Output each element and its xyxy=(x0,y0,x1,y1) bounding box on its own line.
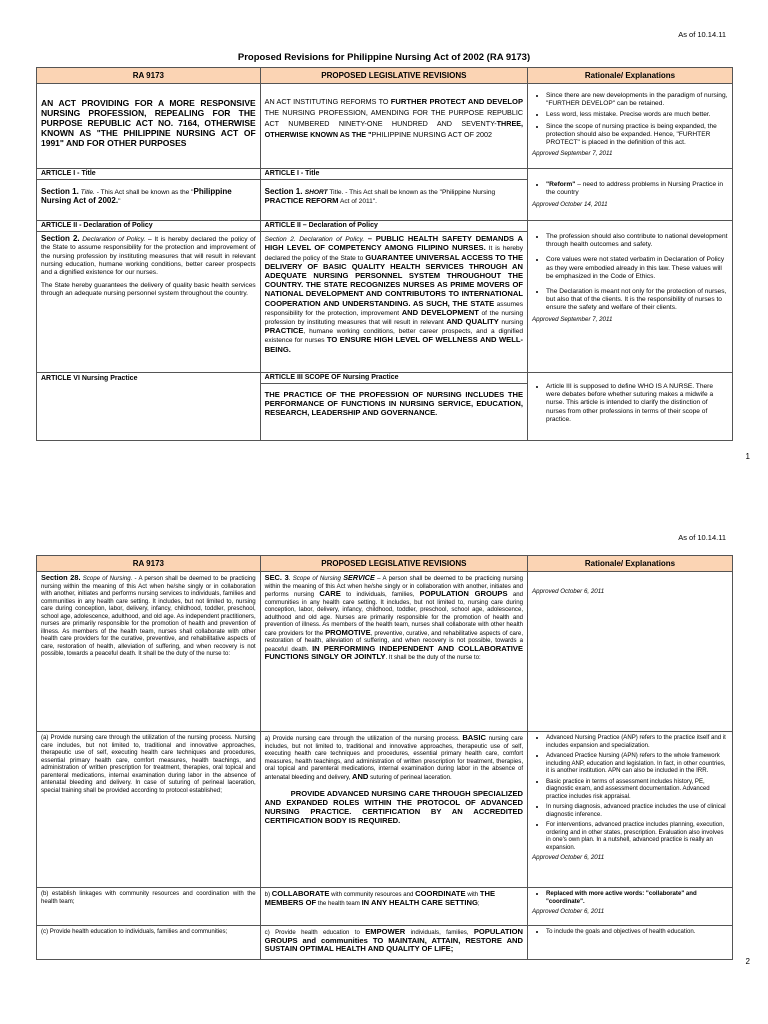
item-c-text xyxy=(265,928,523,954)
list-item: • The profession should also contribute to national development through health outcomes and safety. xyxy=(546,233,728,249)
text-run-bold: GUARANTEE UNIVERSAL ACCESS TO THE DELIVERY OF BASIC QUALITY HEALTH SERVICES THROUGH AN ADEQUATE NURSING PERSONNEL SYSTEM THROUGHOUT THE COUNTRY. THE STATE RECOGNIZES NURSES AS PRIME MOVERS OF NATIONAL DEVELOPMENT AND CONTRIBUTORS TO INTERNATIONAL COOPERATION AND UNDERSTANDING. AS SUCH, THE STATE xyxy=(264,252,524,308)
section-text xyxy=(265,235,523,355)
list-item: • The Declaration is meant not only for the protection of nurses, but also that of the clients. It is the responsibility of nurses to ensure the safety and welfare of their clients. xyxy=(546,288,728,313)
text-run: - This Act shall be known as the " xyxy=(96,189,194,197)
approval-date: Approved September 7, 2011 xyxy=(532,315,613,323)
text-run: , preventive, curative, and rehabilitative aspects of care, restoration of health, alleviation of suffering, and when recovery is not possible, towards a peaceful death. xyxy=(264,629,524,653)
text-run: Title. - This Act shall be known as the "Philippine Nursing xyxy=(327,189,496,197)
article-heading: ARTICLE III SCOPE OF Nursing Practice xyxy=(261,373,527,384)
rationale-cell xyxy=(528,221,733,373)
section-text xyxy=(265,574,523,662)
table-row xyxy=(37,888,733,926)
act-title-text: AN ACT PROVIDING FOR A MORE RESPONSIVE NURSING PROFESSION, REPEALING FOR THE PURPOSE REPUBLIC ACT NO. 7164, OTHERWISE KNOWN AS "THE PHILIPPINE NURSING ACT OF 1991" AND FOR OTHER PURPOSES xyxy=(41,98,256,148)
text-run: with xyxy=(465,891,480,898)
revisions-table xyxy=(36,555,733,960)
text-run: nursing xyxy=(498,319,524,327)
article-heading: ARTICLE I - Title xyxy=(37,169,260,180)
table-row xyxy=(37,732,733,888)
section-number: SEC. 3 xyxy=(264,573,289,582)
article-heading: ARTICLE VI Nursing Practice xyxy=(41,375,138,382)
as-of-date: As of 10.14.11 xyxy=(678,30,726,39)
table-header-row xyxy=(37,68,733,84)
section-text xyxy=(265,188,523,206)
text-run: THE NURSING PROFESSION, AMENDING FOR THE PURPOSE REPUBLIC ACT NUMBERED NINETY-ONE HUNDRED AND SEVENTY- xyxy=(264,108,524,128)
text-run-bold: COLLABORATE xyxy=(271,889,330,898)
text-run: of the nursing profession by instituting measures that will result in relevant xyxy=(264,309,524,327)
proposed-cell xyxy=(260,572,527,732)
rationale-list xyxy=(532,928,728,936)
section-title: Scope of Nursing. xyxy=(80,575,133,582)
approval-date: Approved October 14, 2011 xyxy=(532,201,608,209)
approval-date: Approved October 6, 2011 xyxy=(532,588,605,595)
text-run-bold: PRACTICE xyxy=(264,326,304,336)
header-proposed-revisions: PROPOSED LEGISLATIVE REVISIONS xyxy=(260,68,527,84)
advanced-care-statement: PROVIDE ADVANCED NURSING CARE THROUGH SPECIALIZED AND EXPANDED ROLES WITHIN THE PROTOCOL OF ADVANCED NURSING PRACTICE. CERTIFICATION BY AN ACCREDITED CERTIFICATION BODY IS REQUIRED. xyxy=(264,789,524,825)
rationale-cell xyxy=(528,732,733,888)
text-run-bold: PROMOTIVE xyxy=(325,627,371,637)
text-run: c) Provide health education to xyxy=(264,929,366,936)
approval-date: Approved October 6, 2011 xyxy=(532,908,605,915)
article-heading: ARTICLE II – Declaration of Policy xyxy=(261,221,527,232)
text-run-bold: AND QUALITY xyxy=(446,317,499,327)
text-run: - A person shall be deemed to be practicing nursing within the meaning of this Act when he/she singly or in collaboration with another, initiates and performs nursing services to individuals, families and communities in any health care setting. It includes, but not limited to, nursing care during conception, labor, delivery, infancy, childhood, toddler, preschool, school age, adolescence, adulthood, and old age. As independent practitioners, nurses are primarily responsible for the promotion of health and prevention of illness. As members of the health team, nurses shall collaborate with other health care providers for the curative, preventive, and rehabilitative aspects of care, restoration of health, alleviation of suffering, and when recovery is not possible, towards a peaceful death. It shall be the duty of the nurse to: xyxy=(41,575,256,657)
section-text xyxy=(41,574,256,658)
rationale-list xyxy=(532,233,728,313)
rationale-list xyxy=(532,181,728,197)
text-run-bold: THE MEMBERS OF xyxy=(264,889,496,907)
text-run-bold: – PUBLIC HEALTH SAFETY DEMANDS A HIGH LEVEL OF COMPETENCY AMONG FILIPINO NURSES. xyxy=(264,234,524,253)
list-item: • In nursing diagnosis, advanced practice includes the use of clinical diagnostic inference. xyxy=(546,803,728,818)
text-run-bold: "Reform" xyxy=(546,181,576,188)
revisions-table xyxy=(36,67,733,441)
text-run: and communities in any health care setting. It includes, but not limited to, nursing care during conception, labor, delivery, infancy, childhood, toddler, preschool, school age, adolescence, adulthood and old age. Nurses are primarily responsible for the promotion of health and prevention of illness. As members of the health team, nurses shall collaborate with other health care providers for the xyxy=(264,591,524,637)
text-run: . It shall be the duty of the nurse to: xyxy=(385,654,481,661)
header-ra-9173: RA 9173 xyxy=(37,68,261,84)
rationale-cell xyxy=(528,888,733,926)
as-of-date: As of 10.14.11 xyxy=(678,533,726,542)
text-run-bold: AND DEVELOPMENT xyxy=(401,307,479,317)
list-item: • Less word, less mistake. Precise words are much better. xyxy=(546,111,728,119)
proposed-cell xyxy=(260,732,527,888)
rationale-list xyxy=(532,890,728,905)
scope-statement: THE PRACTICE OF THE PROFESSION OF NURSING INCLUDES THE PERFORMANCE OF FUNCTIONS IN NURSING SERVICE, EDUCATION, RESEARCH, LEADERSHIP AND GOVERNANCE. xyxy=(264,390,524,418)
text-run-bold: THREE, OTHERWISE KNOWN AS THE " xyxy=(264,119,524,139)
text-run-bold: EMPOWER xyxy=(365,927,406,936)
article-heading: ARTICLE II - Declaration of Policy xyxy=(37,221,260,232)
text-run-bold: FURTHER PROTECT AND DEVELOP xyxy=(390,97,524,106)
text-run-bold: POPULATION GROUPS and communities TO MAINTAIN, ATTAIN, RESTORE AND SUSTAIN OPTIMAL HEALTH AND QUALITY OF LIFE; xyxy=(264,927,524,953)
table-row xyxy=(37,373,733,441)
text-run-bold: Philippine Nursing Act of 2002. xyxy=(41,187,232,206)
text-run: PHILIPPINE NURSING ACT OF 2002 xyxy=(371,130,493,139)
section-number: Section 2. Declaration of Policy. xyxy=(264,236,368,244)
ra-cell xyxy=(37,221,261,373)
text-run: – A person shall be deemed to be practicing nursing within the meaning of this Act when he/she singly or in collaboration with another, initiates and performs nursing xyxy=(264,575,524,598)
ra-cell xyxy=(37,169,261,221)
text-run: to individuals, families, xyxy=(340,591,420,598)
header-proposed-revisions: PROPOSED LEGISLATIVE REVISIONS xyxy=(260,556,527,572)
proposed-cell xyxy=(260,373,527,441)
text-run-bold: SERVICE xyxy=(343,573,375,582)
ra-cell xyxy=(37,732,261,888)
table-row xyxy=(37,926,733,960)
proposed-cell xyxy=(260,84,527,169)
header-rationale: Rationale/ Explanations xyxy=(528,556,733,572)
text-run: a) Provide nursing care through the utilization of the nursing process. xyxy=(264,735,463,742)
text-run: assumes responsibility for the protection, improvement xyxy=(264,300,524,317)
table-row xyxy=(37,84,733,169)
text-run: nursing care includes, but not limited to, traditional and innovative approaches, therapeutic use of self, executing health care techniques and procedures, essential primary health care, comfort measures, health teachings, and administration of written prescription for treatment, therapies, oral topical and parenteral medications, internal examination during labor in the absence of antenatal bleeding and delivery, xyxy=(264,735,524,781)
list-item: • Since there are new developments in the paradigm of nursing, "FURTHER DEVELOP" can be retained. xyxy=(546,92,728,108)
ra-cell xyxy=(37,926,261,960)
ra-cell xyxy=(37,888,261,926)
text-run-bold: BASIC xyxy=(462,733,486,742)
text-run: the health team xyxy=(316,899,362,907)
table-row xyxy=(37,169,733,221)
section-number: Section 1. xyxy=(41,187,79,197)
text-run: Act of 2011". xyxy=(338,198,378,206)
header-ra-9173: RA 9173 xyxy=(37,556,261,572)
text-run-bold: POPULATION GROUPS xyxy=(419,589,508,598)
article-heading: ARTICLE I - Title xyxy=(261,169,527,180)
text-run: suturing of perineal laceration. xyxy=(368,773,452,781)
approval-date: Approved September 7, 2011 xyxy=(532,150,613,158)
section-paragraph: The State hereby guarantees the delivery of quality basic health services through an adequate nursing personnel system throughout the country. xyxy=(41,282,256,298)
proposed-cell xyxy=(260,221,527,373)
section-text xyxy=(41,188,256,206)
list-item: • Article III is supposed to define WHO IS A NURSE. There were debates before whether suturing makes a midwife a nurse. This article is intended to clarify the distinction of nurses from other professions in terms of their scope of practice. xyxy=(546,383,728,424)
text-run-bold: CARE xyxy=(319,589,341,598)
text-run: " xyxy=(118,198,121,206)
list-item: • Basic practice in terms of assessment includes history, PE, diagnostic exam, and assessment documentation. Advanced practice includes risk appraisal. xyxy=(546,778,728,801)
page-number: 2 xyxy=(745,957,750,966)
list-item: • For interventions, advanced practice includes planning, execution, ordering and in other states, prescription. Evaluation also involves in one's own plan. In a nutshell, advanced practice is really an expansion. xyxy=(546,821,728,851)
list-item: • Since the scope of nursing practice is being expanded, the protection should also be expanded. Hence, "FURHTER PROTECT" is placed in the definition of this act. xyxy=(546,123,728,148)
proposed-cell xyxy=(260,169,527,221)
list-item: • Replaced with more active words: "collaborate" and "coordinate". xyxy=(546,890,728,905)
rationale-cell xyxy=(528,84,733,169)
text-run: – need to address problems in Nursing Practice in the country xyxy=(546,181,724,197)
table-header-row xyxy=(37,556,733,572)
item-b-text xyxy=(265,890,523,907)
section-title: . Scope of Nursing xyxy=(288,575,344,582)
proposed-cell xyxy=(260,888,527,926)
text-run-bold: AND xyxy=(351,771,369,781)
list-item: • Core values were not stated verbatim in Declaration of Policy as they were embodied already in this law. These values will be emphasized in the Code of Ethics. xyxy=(546,256,728,281)
rationale-list xyxy=(532,92,728,147)
text-run: It is hereby declared the policy of the State to assume responsibility for the protection and improvement of the nursing profession by instituting measures that will result in relevant nursing education, humane working conditions, better career prospects and a dignified existence for our nurses. xyxy=(41,236,256,277)
ra-cell xyxy=(37,572,261,732)
text-run: AN ACT INSTITUTING REFORMS TO xyxy=(264,97,391,106)
text-run: ; xyxy=(477,899,480,907)
proposed-cell xyxy=(260,926,527,960)
text-run-bold: TO ENSURE HIGH LEVEL OF WELLNESS AND WELL-BEING. xyxy=(264,335,524,354)
text-run-bold: IN ANY HEALTH CARE SETTING xyxy=(361,897,478,907)
approval-date: Approved October 6, 2011 xyxy=(532,854,605,861)
section-number: Section 28. xyxy=(41,573,81,582)
item-a-text: (a) Provide nursing care through the utilization of the nursing process. Nursing care includes, but not limited to, traditional and innovative approaches, therapeutic use of self, executing health care techniques and procedures, essential primary health care, comfort measures, health teachings, and administration of written prescription for treatment, therapies, oral topical and parenteral medications, internal examination during labor in the absence of antenatal bleeding and delivery. In case of suturing of perineal laceration, special training shall be provided according to protocol established; xyxy=(41,734,256,794)
section-title: Title. xyxy=(78,189,97,197)
section-title: Declaration of Policy. – xyxy=(79,236,152,244)
text-run: It is hereby declared the policy of the State to xyxy=(264,245,524,262)
text-run-bold: IN PERFORMING INDEPENDENT AND COLLABORATIVE FUNCTIONS SINGLY OR JOINTLY xyxy=(264,643,524,661)
rationale-cell xyxy=(528,373,733,441)
list-item: • Advanced Nursing Practice (ANP) refers to the practice itself and it includes expansion and specialization. xyxy=(546,734,728,749)
document-page-2 xyxy=(0,518,768,1024)
list-item: • Advanced Practice Nursing (APN) refers to the whole framework including ANP, education and legislation. In fact, in other countries, it is another institution. APN can also be included in the IRR. xyxy=(546,752,728,775)
proposed-act-title xyxy=(265,96,523,140)
rationale-cell xyxy=(528,926,733,960)
text-run-bold: PRACTICE REFORM xyxy=(264,196,339,206)
item-c-text: (c) Provide health education to individuals, families and communities; xyxy=(41,928,228,935)
rationale-cell xyxy=(528,169,733,221)
table-row xyxy=(37,572,733,732)
text-run: , humane working conditions, better career prospects, and a dignified existence for nurses xyxy=(264,328,524,345)
section-number: Section 2. xyxy=(41,234,80,244)
document-page-1 xyxy=(0,0,768,505)
rationale-list xyxy=(532,734,728,851)
table-row xyxy=(37,221,733,373)
text-run-bold: COORDINATE xyxy=(415,889,466,898)
text-run: individuals, families, xyxy=(405,929,474,936)
list-item xyxy=(546,181,728,197)
rationale-cell xyxy=(528,572,733,732)
header-rationale: Rationale/ Explanations xyxy=(528,68,733,84)
document-title: Proposed Revisions for Philippine Nursing Act of 2002 (RA 9173) xyxy=(237,52,531,63)
ra-cell xyxy=(37,84,261,169)
ra-cell xyxy=(37,373,261,441)
section-number: Section 1. xyxy=(264,187,305,197)
item-b-text: (b) establish linkages with community resources and coordination with the health team; xyxy=(41,890,256,905)
item-a-text xyxy=(265,734,523,781)
rationale-list xyxy=(532,383,728,424)
list-item: • To include the goals and objectives of health education. xyxy=(546,928,728,936)
section-text xyxy=(41,235,256,277)
text-run: b) xyxy=(264,891,272,898)
text-run-bold: SHORT xyxy=(304,189,328,197)
page-number: 1 xyxy=(745,452,750,461)
text-run: with community resources and xyxy=(329,891,416,898)
